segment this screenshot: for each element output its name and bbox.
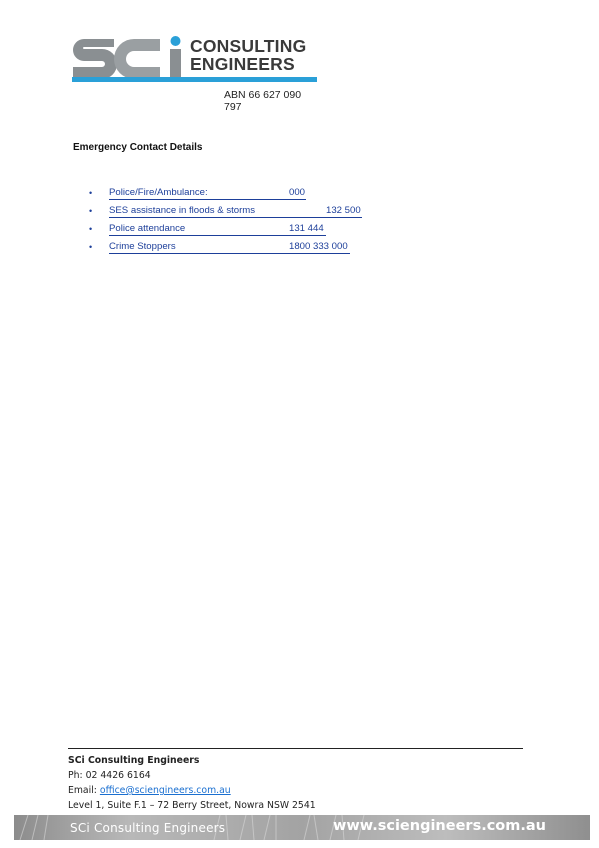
contact-label: Crime Stoppers	[109, 241, 176, 252]
footer-email-prefix: Email:	[68, 785, 100, 796]
contact-number: 131 444	[289, 223, 324, 234]
banner-website-link[interactable]: www.sciengineers.com.au	[332, 818, 546, 834]
footer-email-link[interactable]: office@sciengineers.com.au	[99, 785, 231, 796]
underline	[109, 199, 306, 200]
contact-number: 000	[289, 187, 306, 198]
footer-contact-block	[68, 753, 316, 813]
underline	[109, 253, 350, 254]
footer-email-line	[68, 783, 316, 798]
abn-number: ABN 66 627 090 797	[224, 89, 302, 113]
bullet-icon: •	[89, 206, 93, 216]
logo-word-engineers: ENGINEERS	[190, 54, 295, 74]
underline	[109, 235, 326, 236]
footer-address: Level 1, Suite F.1 – 72 Berry Street, Nowra NSW 2541	[68, 800, 316, 811]
banner-company-name: SCi Consulting Engineers	[70, 821, 226, 835]
bullet-icon: •	[89, 242, 93, 252]
underline	[109, 217, 362, 218]
footer-divider	[68, 748, 523, 749]
contact-number: 1800 333 000	[289, 241, 348, 252]
company-logo	[70, 36, 320, 113]
page-heading: Emergency Contact Details	[73, 142, 203, 153]
logo-word-consulting: CONSULTING	[190, 36, 307, 56]
contact-label: Police attendance	[109, 223, 186, 234]
contact-label: Police/Fire/Ambulance:	[109, 187, 208, 198]
bullet-icon: •	[89, 224, 93, 234]
contact-number: 132 500	[326, 205, 361, 216]
footer-phone: Ph: 02 4426 6164	[68, 770, 151, 781]
bullet-icon: •	[89, 188, 93, 198]
footer-banner	[14, 815, 590, 840]
footer-company-name: SCi Consulting Engineers	[68, 755, 200, 766]
contact-label: SES assistance in floods & storms	[109, 205, 256, 216]
logo-underline-bar	[72, 77, 317, 82]
